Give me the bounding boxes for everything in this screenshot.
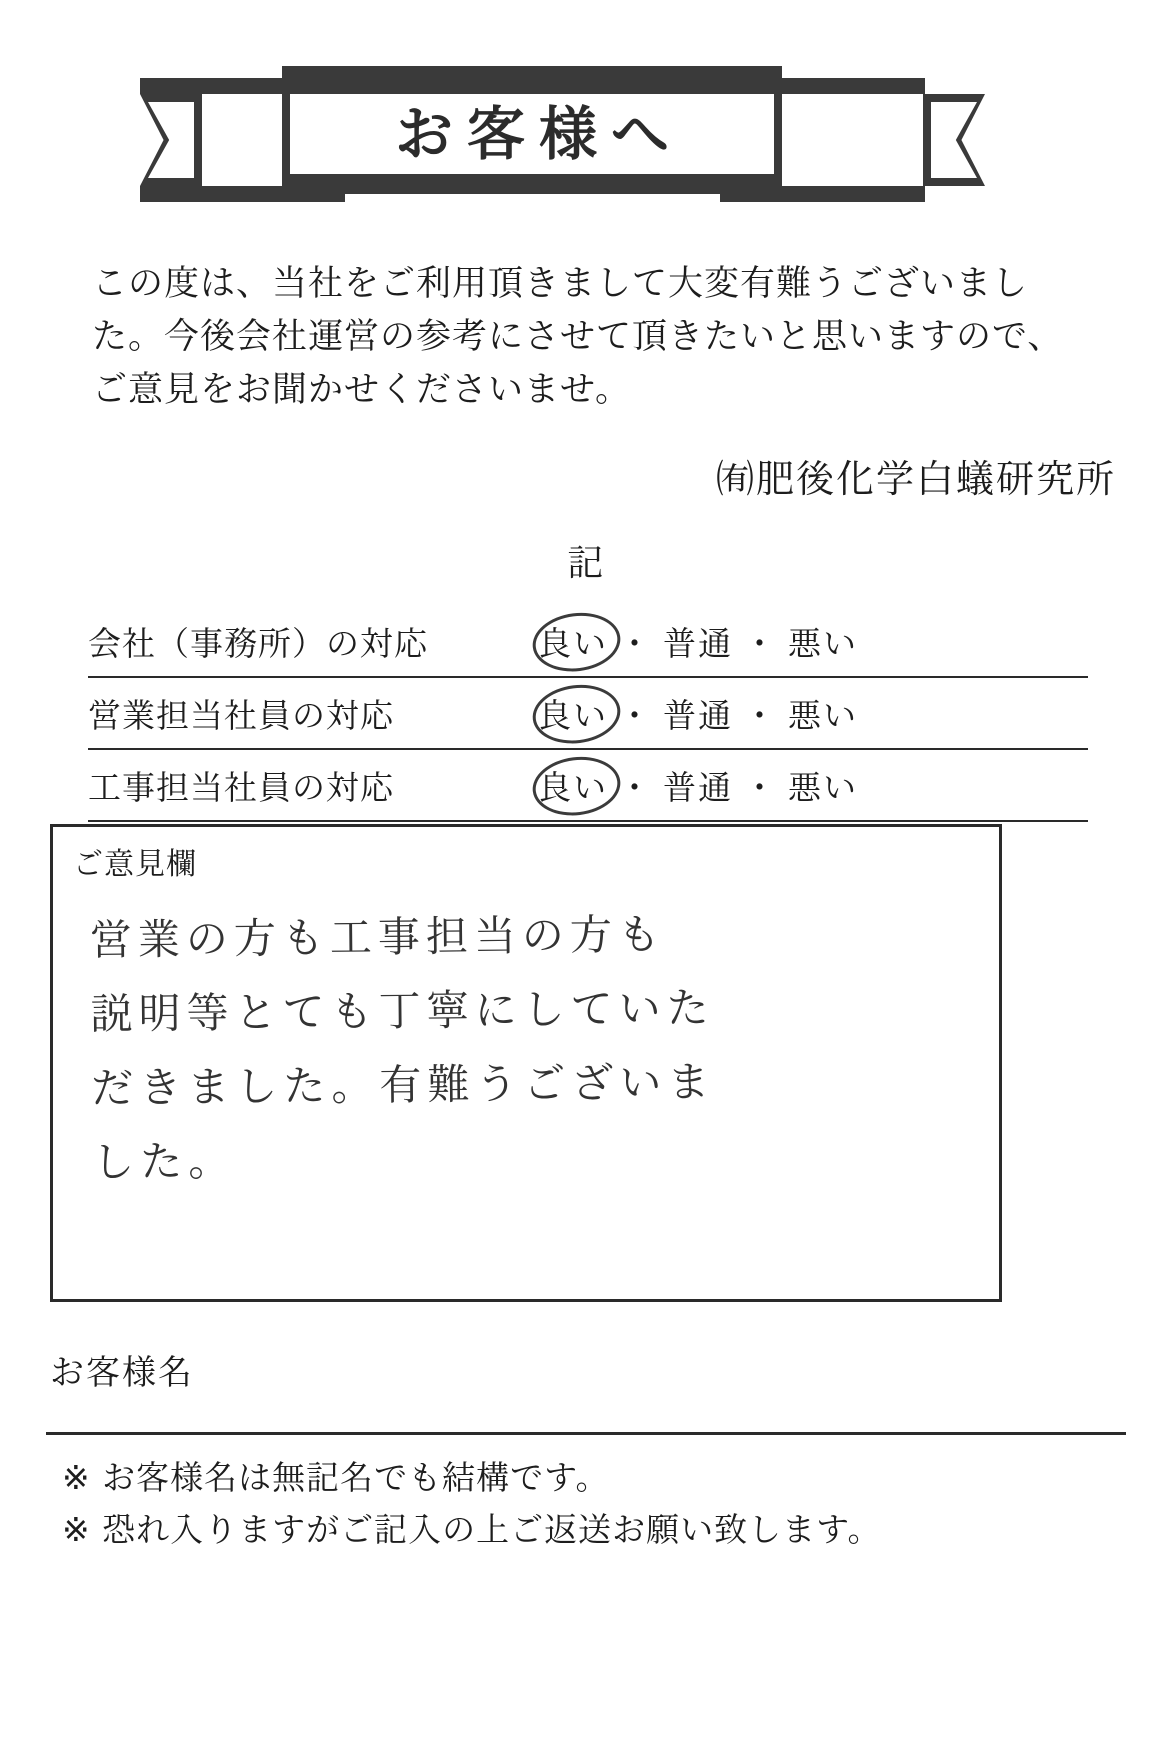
customer-name-label: お客様名: [50, 1353, 194, 1393]
comment-handwritten-text: [89, 894, 972, 1199]
banner-tail-right-inner: [931, 102, 977, 178]
rating-option-normal[interactable]: 普通: [663, 767, 733, 807]
handwritten-line: 営業の方も工事担当の方も: [89, 909, 667, 965]
rating-label-office: 会社（事務所）の対応: [88, 623, 428, 663]
footer-note: ※ 恐れ入りますがご記入の上ご返送お願い致します。: [62, 1510, 882, 1549]
footer-divider: [46, 1432, 1126, 1435]
section-marker: 記: [567, 543, 604, 584]
rating-option-bad[interactable]: 悪い: [788, 767, 858, 807]
rating-options-construction[interactable]: [538, 762, 858, 809]
intro-paragraph: この度は、当社をご利用頂きまして大変有難うございました。今後会社運営の参考にさせて頂きたいと思いますので、ご意見をお聞かせくださいませ。: [92, 264, 1064, 410]
rating-option-normal[interactable]: 普通: [663, 623, 733, 663]
page-title: お客様へ: [394, 100, 683, 168]
handwritten-line: した。: [91, 1136, 237, 1187]
rating-option-bad[interactable]: 悪い: [788, 695, 858, 735]
option-separator: ・: [618, 623, 653, 663]
company-name: ㈲肥後化学白蟻研究所: [715, 457, 1116, 501]
option-separator: ・: [743, 695, 778, 735]
table-row[interactable]: [88, 606, 1088, 678]
option-separator: ・: [618, 767, 653, 807]
rating-label-construction: 工事担当社員の対応: [88, 767, 394, 807]
option-separator: ・: [618, 695, 653, 735]
rating-label-sales: 営業担当社員の対応: [88, 695, 394, 735]
rating-option-bad[interactable]: 悪い: [788, 623, 858, 663]
rating-options-sales[interactable]: [538, 690, 858, 737]
handwritten-line: だきました。有難うございま: [91, 1057, 716, 1113]
option-separator: ・: [743, 767, 778, 807]
rating-option-normal[interactable]: 普通: [663, 695, 733, 735]
rating-option-good[interactable]: 良い: [538, 690, 608, 737]
table-row[interactable]: [88, 750, 1088, 822]
footer-notes: [62, 1452, 1122, 1556]
option-separator: ・: [743, 623, 778, 663]
rating-option-good[interactable]: 良い: [538, 618, 608, 665]
rating-options-office[interactable]: [538, 618, 858, 665]
footer-note: ※ お客様名は無記名でも結構です。: [62, 1458, 610, 1497]
rating-option-good[interactable]: 良い: [538, 762, 608, 809]
table-row[interactable]: [88, 678, 1088, 750]
ratings-table: [88, 606, 1088, 822]
handwritten-line: 説明等とても丁寧にしていた: [90, 983, 715, 1039]
title-banner: [0, 58, 1171, 218]
comment-box[interactable]: [50, 824, 1002, 1302]
banner-tail-left-inner: [148, 102, 194, 178]
comment-box-label: ご意見欄: [73, 847, 197, 882]
